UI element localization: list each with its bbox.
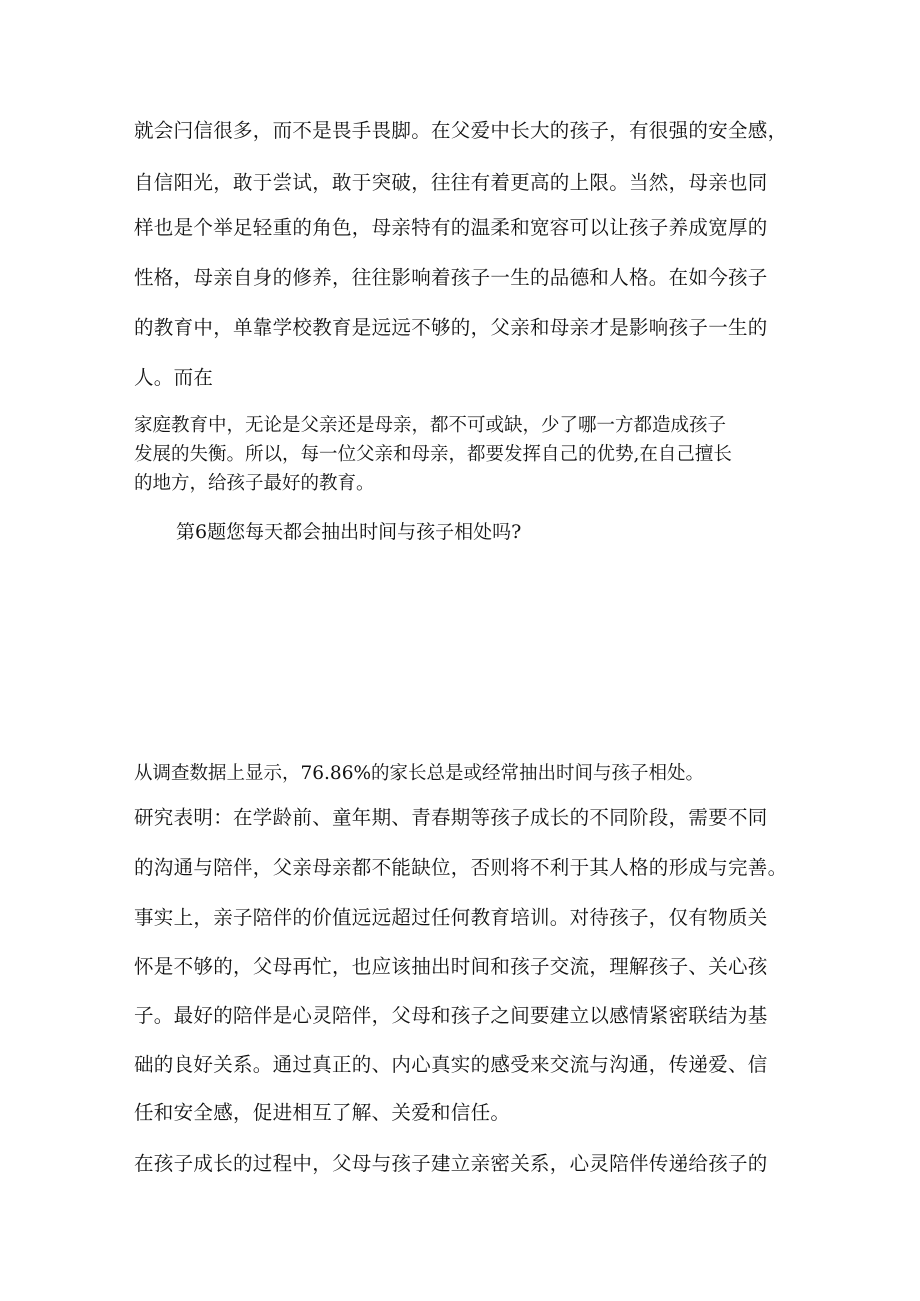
paragraph-line: 就会闩信很多，而不是畏手畏脚。在父爱中长大的孩子，有很强的安全感， [134, 119, 788, 142]
paragraph-line: 子。最好的陪伴是心灵陪伴，父母和孩子之间要建立以感情紧密联结为基 [134, 1004, 768, 1027]
paragraph-line: 家庭教育中，无论是父亲还是母亲，都不可或缺，少了哪一方都造成孩子 [134, 415, 727, 436]
paragraph-line: 研究表明：在学龄前、童年期、青春期等孩子成长的不同阶段，需要不同 [134, 806, 768, 829]
paragraph-line: 发展的失衡。所以，每一位父亲和母亲，都要发挥自己的优势,在自己擅长 [134, 444, 732, 465]
paragraph-line: 样也是个举足轻重的角色，母亲特有的温柔和宽容可以让孩子养成宽厚的 [134, 216, 768, 239]
paragraph-line: 性格，母亲自身的修养，往往影响着孩子一生的品德和人格。在如今孩子 [134, 266, 768, 289]
paragraph-line: 的沟通与陪伴，父亲母亲都不能缺位，否则将不利于其人格的形成与完善。 [134, 856, 788, 879]
paragraph-line: 怀是不够的，父母再忙，也应该抽出时间和孩子交流，理解孩子、关心孩 [134, 955, 768, 978]
paragraph-line: 在孩子成长的过程中，父母与孩子建立亲密关系，心灵陪伴传递给孩子的 [134, 1152, 768, 1175]
paragraph-line: 的教育中，单靠学校教育是远远不够的，父亲和母亲才是影响孩子一生的 [134, 316, 768, 339]
paragraph-line: 人。而在 [134, 366, 214, 389]
paragraph-line: 从调查数据上显示，76.86%的家长总是或经常抽出时间与孩子相处。 [134, 763, 705, 784]
paragraph-line: 任和安全感，促进相互了解、关爱和信任。 [134, 1101, 511, 1124]
blank-figure-area [134, 560, 786, 740]
paragraph-line: 础的良好关系。通过真正的、内心真实的感受来交流与沟通，传递爱、信 [134, 1053, 768, 1076]
paragraph-line: 自信阳光，敢于尝试，敢于突破，往往有着更高的上限。当然，母亲也同 [134, 171, 768, 194]
question-heading: 第6题您每天都会抽出时间与孩子相处吗? [176, 521, 522, 543]
paragraph-line: 的地方，给孩子最好的教育。 [134, 473, 375, 494]
paragraph-line: 事实上，亲子陪伴的价值远远超过任何教育培训。对待孩子，仅有物质关 [134, 906, 768, 929]
